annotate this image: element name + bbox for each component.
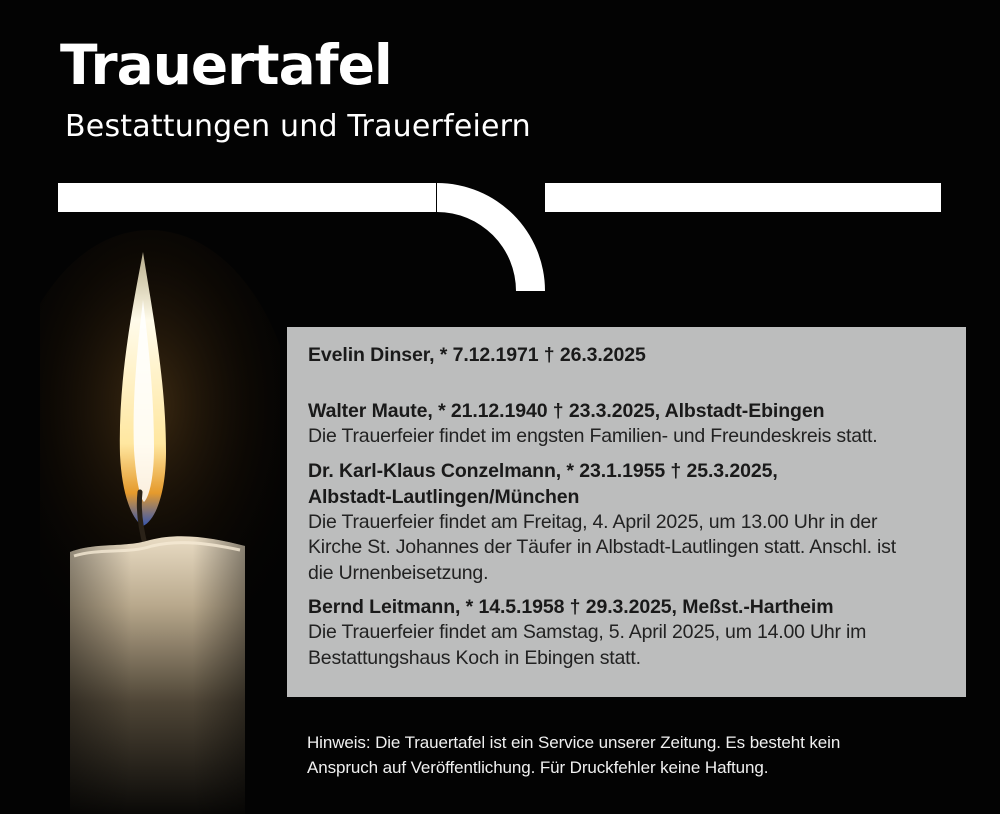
obituary-entry [308,342,946,368]
obituary-entry [308,594,946,671]
decorative-bar-left [58,183,436,212]
decorative-bar-right [545,183,941,212]
obituary-text-line: Kirche St. Johannes der Täufer in Albstadt-Lautlingen statt. Anschl. ist [308,536,896,558]
page-title: Trauertafel [60,33,392,97]
decorative-curve [437,183,545,291]
obituary-text-line: Die Trauerfeier findet am Samstag, 5. April 2025, um 14.00 Uhr im [308,621,867,643]
obituary-name-line: Dr. Karl-Klaus Conzelmann, * 23.1.1955 † 25.3.2025, [308,459,778,482]
obituary-place-line: Albstadt-Lautlingen/München [308,485,580,508]
obituary-text-line: Die Trauerfeier findet am Freitag, 4. April 2025, um 13.00 Uhr in der [308,510,878,533]
obituary-entry [308,458,946,587]
disclaimer-line: Anspruch auf Veröffentlichung. Für Druckfehler keine Haftung. [307,758,769,777]
obituary-text-line: Bestattungshaus Koch in Ebingen statt. [308,646,641,669]
disclaimer-line: Hinweis: Die Trauertafel ist ein Service unserer Zeitung. Es besteht kein [307,733,841,752]
page-subtitle: Bestattungen und Trauerfeiern [65,109,531,144]
candle-image [40,230,280,814]
obituary-name-line: Bernd Leitmann, * 14.5.1958 † 29.3.2025, Meßst.-Hartheim [308,596,834,618]
disclaimer-note [307,730,947,780]
obituary-name-line: Evelin Dinser, * 7.12.1971 † 26.3.2025 [308,344,646,366]
obituary-text-line: Die Trauerfeier findet im engsten Familien- und Freundeskreis statt. [308,425,878,447]
obituary-notice-box [287,327,966,697]
obituary-name-line: Walter Maute, * 21.12.1940 † 23.3.2025, Albstadt-Ebingen [308,400,825,422]
obituary-entry [308,398,946,450]
obituary-text-line: die Urnenbeisetzung. [308,561,489,584]
